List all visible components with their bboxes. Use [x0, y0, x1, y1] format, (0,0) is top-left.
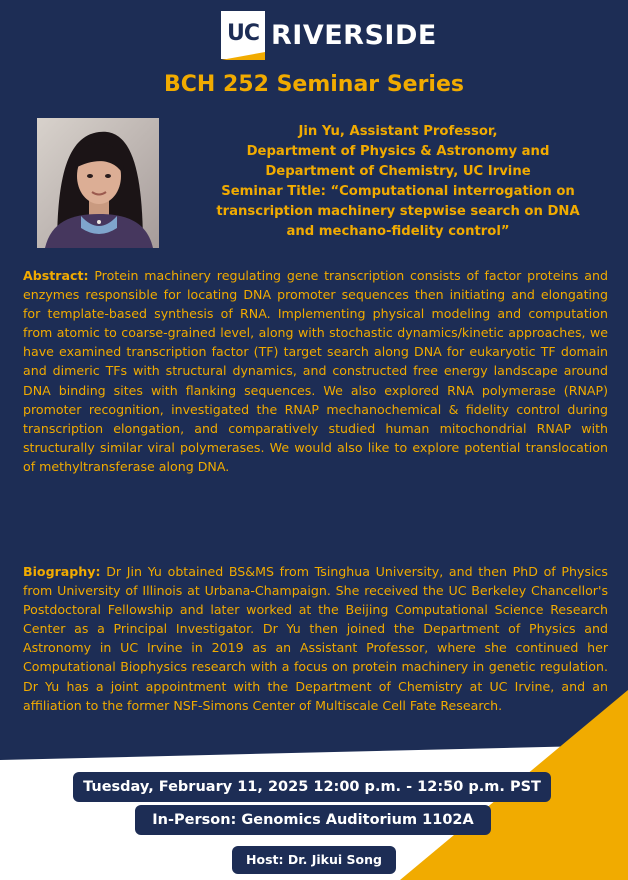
- biography-paragraph: [23, 562, 608, 715]
- biography-text: Dr Jin Yu obtained BS&MS from Tsinghua University, and then PhD of Physics from University of Illinois at Urbana-Champaign. She received the UC Berkeley Chancellor's Postdoctoral Fellowship and later worked at the Beijing Computational Science Research Center as a Principal Investigator. Dr Yu then joined the Department of Physics and Astronomy in UC Irvine in 2019 as an Assistant Professor, where she continued her Computational Biophysics research with a focus on protein machinery in genetic regulation. Dr Yu has a joint appointment with the Department of Chemistry at UC Irvine, and an affiliation to the former NSF-Simons Center of Multiscale Cell Fate Research.: [23, 564, 608, 713]
- speaker-department-line-2: Department of Chemistry, UC Irvine: [265, 164, 531, 179]
- uc-logo-mark: [221, 11, 265, 59]
- seminar-title-line-2: transcription machinery stepwise search on DNA: [216, 204, 580, 219]
- abstract-label: Abstract:: [23, 268, 89, 283]
- speaker-info: [168, 122, 628, 242]
- speaker-name-line: Jin Yu, Assistant Professor,: [298, 124, 498, 139]
- portrait-illustration: [37, 118, 159, 248]
- speaker-department-line: Department of Physics & Astronomy and: [246, 144, 550, 159]
- speaker-photo: [37, 118, 159, 248]
- event-date-time: Tuesday, February 11, 2025 12:00 p.m. - 12:50 p.m. PST: [73, 772, 551, 802]
- abstract-paragraph: [23, 266, 608, 476]
- series-title: BCH 252 Seminar Series: [164, 72, 464, 97]
- logo-wordmark: RIVERSIDE: [271, 19, 437, 51]
- biography-label: Biography:: [23, 564, 101, 579]
- abstract-text: Protein machinery regulating gene transcription consists of factor proteins and enzymes responsible for locating DNA promoter sequences then initiating and elongating for template-based synthesis of RNA. Implementing physical modeling and computation from atomic to coarse-grained level, along with stochastic dynamics/kinetic approaches, we have examined transcription factor (TF) target search along DNA for eukaryotic TF domain and dimeric TFs with structural dynamics, and constructed free energy landscape around DNA binding sites with flanking sequences. We also explored RNA polymerase (RNAP) promoter recognition, investigated the RNAP mechanochemical & fidelity control during transcription elongation, and comparatively studied human mitochondrial RNAP with structurally similar viral polymerases. We would also like to explore potential translocation of methyltransferase along DNA.: [23, 268, 608, 474]
- logo-uc-text: UC: [226, 20, 259, 46]
- uc-riverside-logo: [221, 10, 437, 60]
- seminar-title-line-3: and mechano-fidelity control”: [286, 224, 510, 239]
- seminar-title-line-1: Seminar Title: “Computational interrogation on: [221, 184, 575, 199]
- event-host: Host: Dr. Jikui Song: [232, 846, 396, 874]
- event-venue: In-Person: Genomics Auditorium 1102A: [135, 805, 491, 835]
